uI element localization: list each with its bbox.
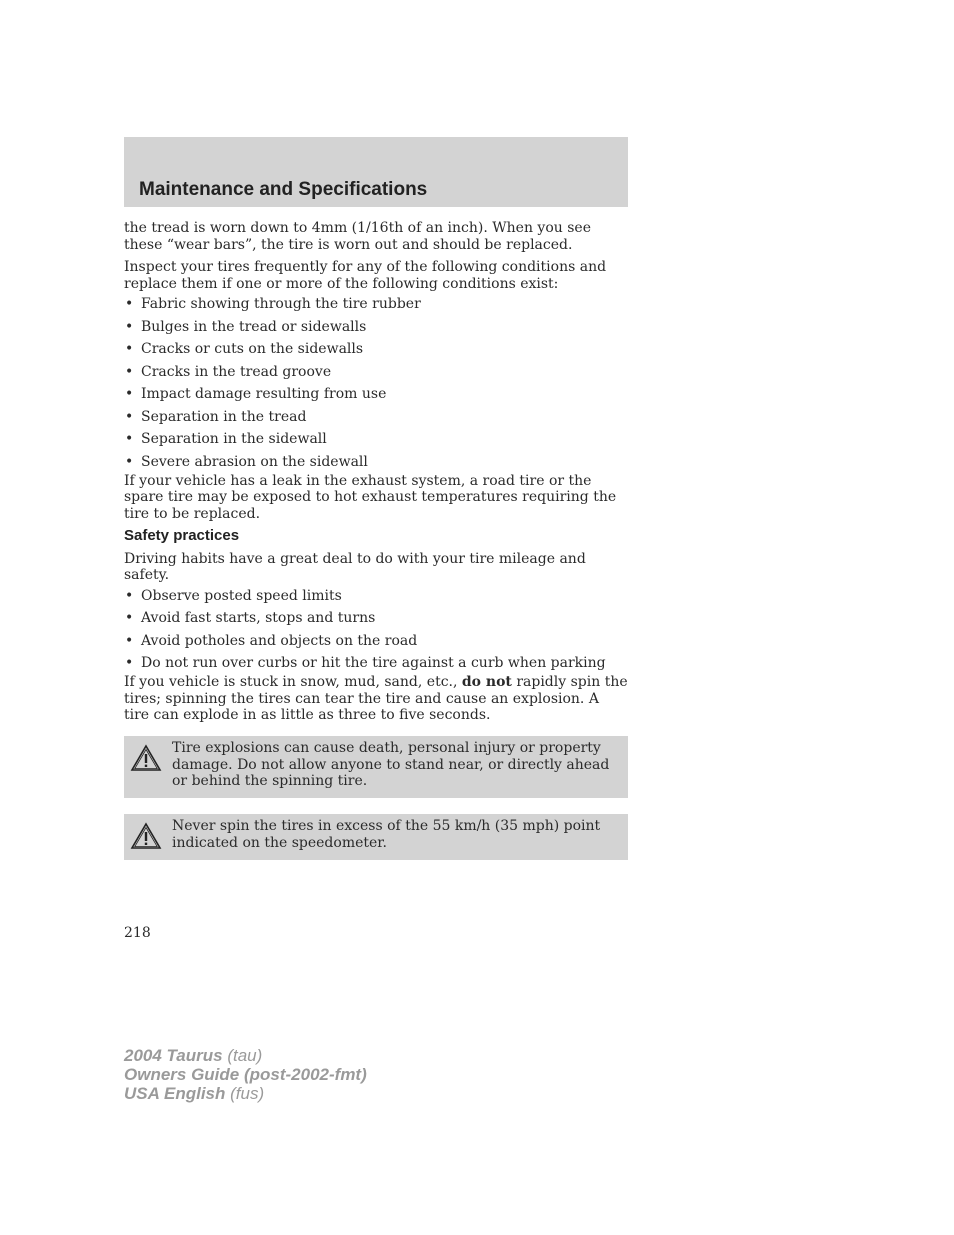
- bullet-icon: •: [125, 318, 134, 335]
- list-item: • Avoid fast starts, stops and turns: [125, 610, 376, 626]
- section-header-band: [124, 137, 628, 207]
- inspect-paragraph: Inspect your tires frequently for any of the following conditions and replace them if one or more of the following conditions exist:: [124, 259, 607, 292]
- footer-line-guide: Owners Guide (post-2002-fmt): [124, 1065, 367, 1084]
- list-item: • Impact damage resulting from use: [125, 386, 387, 402]
- warning-box: [124, 814, 628, 860]
- warning-box: [124, 736, 628, 798]
- bullet-icon: •: [125, 632, 134, 649]
- document-footer: [124, 1046, 367, 1103]
- list-item: • Separation in the tread: [125, 408, 307, 425]
- footer-line-language: USA English (fus): [124, 1084, 265, 1103]
- exhaust-paragraph: If your vehicle has a leak in the exhaust system, a road tire or the spare tire may be exposed to hot exhaust temperatures requiring the tire to be replaced.: [124, 472, 617, 522]
- safety-list: [124, 587, 628, 673]
- list-item: • Cracks or cuts on the sidewalls: [125, 341, 364, 357]
- list-item: • Severe abrasion on the sidewall: [125, 453, 368, 470]
- section-title: Maintenance and Specifications: [139, 179, 428, 200]
- list-item: • Fabric showing through the tire rubber: [125, 296, 421, 312]
- do-not-emphasis: do not: [461, 674, 512, 690]
- bullet-icon: •: [125, 341, 134, 357]
- list-item: • Observe posted speed limits: [125, 587, 342, 604]
- bullet-icon: •: [125, 431, 134, 447]
- safety-practices-heading: Safety practices: [124, 527, 240, 544]
- list-item: • Bulges in the tread or sidewalls: [125, 318, 367, 335]
- warning-triangle-icon: [130, 744, 162, 774]
- bullet-icon: •: [125, 386, 134, 402]
- stuck-vehicle-paragraph: If you vehicle is stuck in snow, mud, sand, etc., do not rapidly spin the tires; spinning the tires can tear the tire and cause an explosion. A tire can explode in as little as three to five seconds.: [124, 674, 628, 723]
- warning-text: Tire explosions can cause death, personal injury or property damage. Do not allow anyone to stand near, or directly ahead or behind the spinning tire.: [172, 740, 610, 789]
- bullet-icon: •: [125, 453, 134, 470]
- bullet-icon: •: [125, 610, 134, 626]
- wear-bars-paragraph: the tread is worn down to 4mm (1/16th of an inch). When you see these “wear bars”, the tire is worn out and should be replaced.: [124, 220, 591, 253]
- warning-triangle-icon: [130, 822, 162, 852]
- bullet-icon: •: [125, 587, 134, 604]
- footer-line-model: 2004 Taurus (tau): [124, 1046, 263, 1065]
- bullet-icon: •: [125, 296, 134, 312]
- list-item: • Do not run over curbs or hit the tire against a curb when parking: [125, 655, 606, 671]
- safety-intro-paragraph: Driving habits have a great deal to do with your tire mileage and safety.: [124, 550, 586, 583]
- list-item: • Cracks in the tread groove: [125, 363, 332, 380]
- page-number: 218: [124, 925, 151, 941]
- main-content: [124, 220, 628, 730]
- conditions-list: [124, 295, 628, 471]
- bullet-icon: •: [125, 363, 134, 380]
- bullet-icon: •: [125, 408, 134, 425]
- list-item: • Avoid potholes and objects on the road: [125, 632, 418, 649]
- list-item: • Separation in the sidewall: [125, 431, 327, 447]
- warning-text: Never spin the tires in excess of the 55 km/h (35 mph) point indicated on the speedometer.: [172, 818, 601, 851]
- bullet-icon: •: [125, 655, 134, 671]
